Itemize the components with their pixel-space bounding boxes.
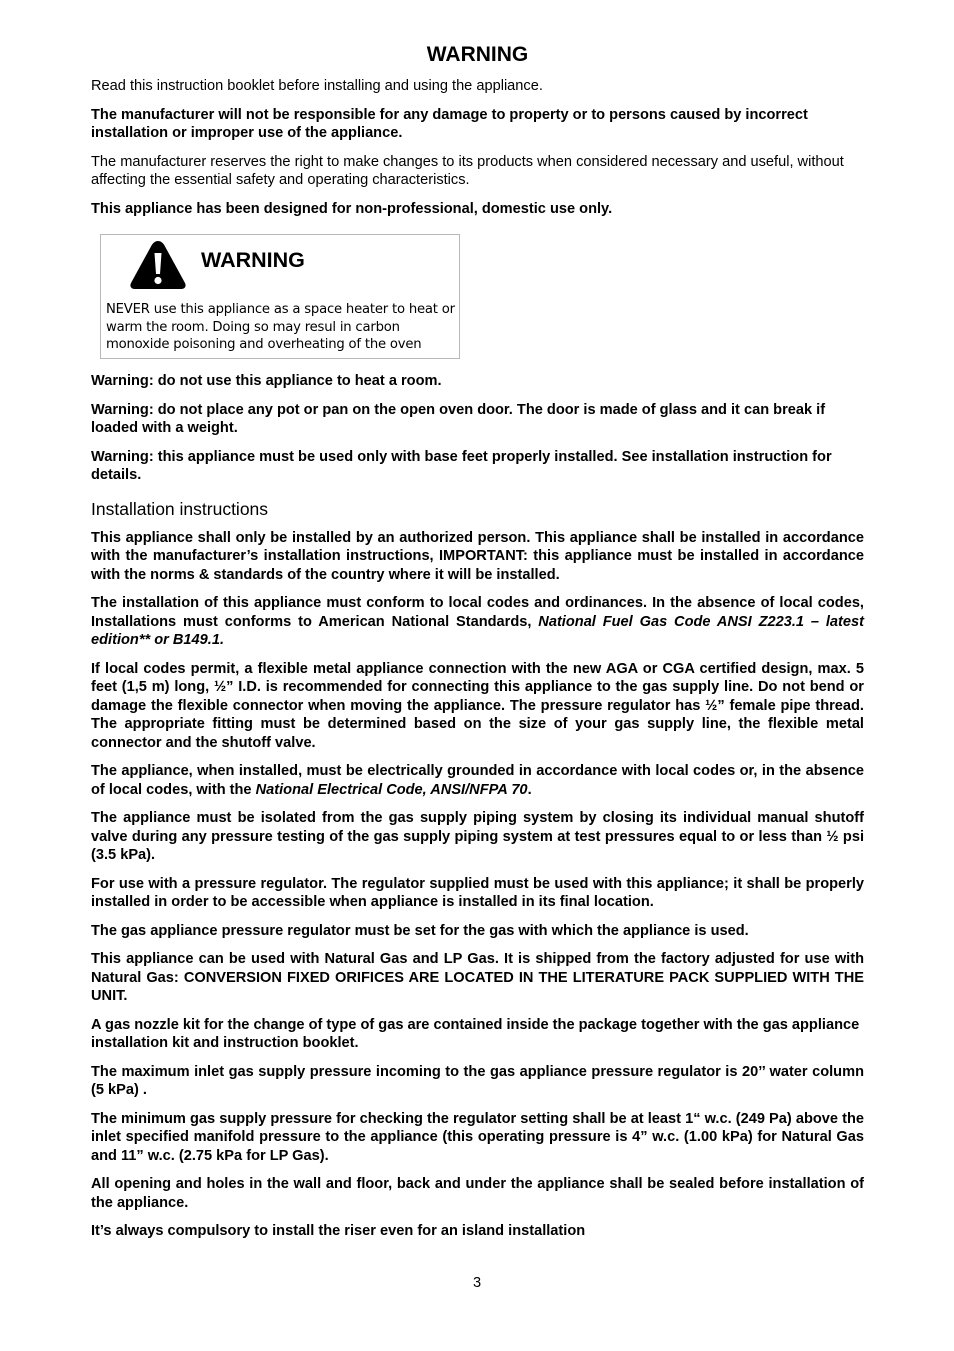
intro-paragraph-1: Read this instruction booklet before installing and using the appliance. bbox=[91, 78, 543, 94]
warning-label-heading: WARNING bbox=[201, 248, 305, 272]
installation-paragraph-2 bbox=[91, 594, 864, 650]
installation-paragraph-4 bbox=[91, 762, 864, 799]
installation-paragraph-4-end: . bbox=[527, 781, 532, 798]
intro-paragraph-4: This appliance has been designed for non-professional, domestic use only. bbox=[91, 200, 613, 217]
installation-paragraph-13: It’s always compulsory to install the riser even for an island installation bbox=[91, 1223, 586, 1239]
installation-paragraph-2-text: The installation of this appliance must conform to local codes and ordinances. In the absence of local codes, Installations must conforms to American National Standards, bbox=[91, 595, 864, 630]
installation-heading: Installation instructions bbox=[91, 498, 269, 519]
installation-paragraph-12: All opening and holes in the wall and floor, back and under the appliance shall be sealed before installation of the appliance. bbox=[91, 1176, 864, 1211]
page-number: 3 bbox=[472, 1275, 482, 1291]
warning-label-box bbox=[100, 234, 460, 359]
page-title: WARNING bbox=[426, 43, 529, 66]
page-content bbox=[91, 42, 864, 1251]
installation-paragraph-7: The gas appliance pressure regulator must be set for the gas with which the appliance is used. bbox=[91, 922, 749, 939]
warning-triangle-icon bbox=[128, 239, 188, 291]
installation-paragraph-4-code: National Electrical Code, ANSI/NFPA 70 bbox=[255, 781, 528, 798]
installation-paragraph-2-code: National Fuel Gas Code ANSI Z223.1 – latest edition** or B149.1. bbox=[91, 613, 864, 648]
installation-paragraph-11: The minimum gas supply pressure for checking the regulator setting shall be at least 1“ w.c. (249 Pa) above the inlet specified manifold pressure to the appliance (this operating pressure is 4” w.c. (1.00 kPa) for Natural Gas and 11” w.c. (2.75 kPa for LP Gas). bbox=[91, 1110, 864, 1164]
installation-paragraph-4-text: The appliance, when installed, must be electrically grounded in accordance with local codes or, in the absence of local codes, with the bbox=[91, 763, 864, 798]
intro-paragraph-2: The manufacturer will not be responsible for any damage to property or to persons caused by incorrect installation or improper use of the appliance. bbox=[91, 106, 808, 141]
warning-label-text: NEVER use this appliance as a space heater to heat or warm the room. Doing so may resul in carbon monoxide poisoning and overheating of the oven bbox=[106, 302, 455, 352]
installation-paragraph-10: The maximum inlet gas supply pressure incoming to the gas appliance pressure regulator is 20’’ water column (5 kPa) . bbox=[91, 1063, 864, 1098]
warning-base-feet: Warning: this appliance must be used only with base feet properly installed. See installation instruction for details. bbox=[91, 448, 832, 483]
intro-paragraph-3: The manufacturer reserves the right to make changes to its products when considered necessary and useful, without affecting the essential safety and operating characteristics. bbox=[91, 153, 844, 188]
installation-paragraph-8: This appliance can be used with Natural Gas and LP Gas. It is shipped from the factory adjusted for use with Natural Gas: CONVERSION FIXED ORIFICES ARE LOCATED IN THE LITERATURE PACK SUPPLIED WITH THE UNIT. bbox=[91, 951, 864, 1004]
installation-paragraph-6: For use with a pressure regulator. The regulator supplied must be used with this appliance; it shall be properly installed in order to be accessible when appliance is installed in its final location. bbox=[91, 875, 864, 910]
warning-oven-door: Warning: do not place any pot or pan on the open oven door. The door is made of glass and it can break if loaded with a weight. bbox=[91, 401, 826, 436]
installation-paragraph-5: The appliance must be isolated from the gas supply piping system by closing its individual manual shutoff valve during any pressure testing of the gas supply piping system at test pressures equal to or less than ½ psi (3.5 kPa). bbox=[91, 810, 864, 863]
installation-paragraph-9: A gas nozzle kit for the change of type of gas are contained inside the package together with the gas appliance installation kit and instruction booklet. bbox=[91, 1016, 860, 1051]
warning-heat-room: Warning: do not use this appliance to heat a room. bbox=[91, 373, 442, 389]
installation-paragraph-3: If local codes permit, a flexible metal appliance connection with the new AGA or CGA certified design, max. 5 feet (1,5 m) long, ½” I.D. is recommended for connecting this appliance to the gas supply line. Do not bend or damage the flexible connector when moving the appliance. The pressure regulator has ½” female pipe thread. The appropriate fitting must be determined based on the size of your gas supply line, the flexible metal connector and the shutoff valve. bbox=[91, 660, 864, 751]
installation-paragraph-1: This appliance shall only be installed by an authorized person. This appliance shall be installed in accordance with the manufacturer’s installation instructions, IMPORTANT: this appliance must be installed in accordance with the norms & standards of the country where it will be installed. bbox=[91, 529, 864, 583]
